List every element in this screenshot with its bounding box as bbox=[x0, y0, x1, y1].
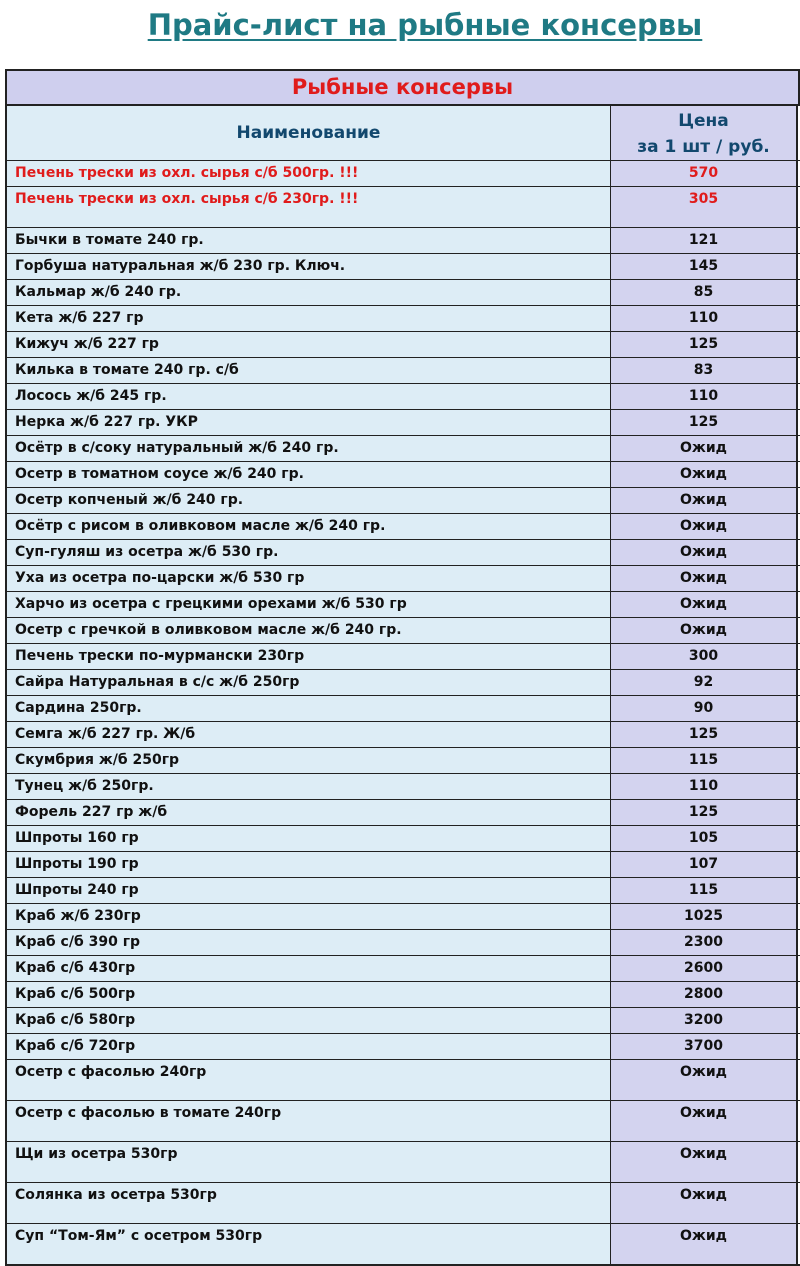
product-name: Сайра Натуральная в с/с ж/б 250гр bbox=[7, 670, 611, 695]
product-price: 3200 bbox=[611, 1008, 798, 1033]
column-header-name: Наименование bbox=[7, 106, 611, 160]
product-price: Ожид bbox=[611, 1101, 798, 1141]
table-row bbox=[7, 358, 800, 384]
product-name: Краб с/б 500гр bbox=[7, 982, 611, 1007]
product-name: Сардина 250гр. bbox=[7, 696, 611, 721]
product-price: 115 bbox=[611, 878, 798, 903]
product-price: 305 bbox=[611, 187, 798, 227]
column-header-price-line1: Цена bbox=[678, 111, 729, 131]
product-name: Осётр с рисом в оливковом масле ж/б 240 гр. bbox=[7, 514, 611, 539]
product-name: Харчо из осетра с грецкими орехами ж/б 530 гр bbox=[7, 592, 611, 617]
table-row bbox=[7, 540, 800, 566]
product-price: 83 bbox=[611, 358, 798, 383]
product-price: 145 bbox=[611, 254, 798, 279]
table-row bbox=[7, 722, 800, 748]
table-row bbox=[7, 187, 800, 228]
table-body bbox=[7, 161, 800, 1266]
product-name: Краб с/б 390 гр bbox=[7, 930, 611, 955]
product-name: Кижуч ж/б 227 гр bbox=[7, 332, 611, 357]
table-row bbox=[7, 1008, 800, 1034]
product-name: Горбуша натуральная ж/б 230 гр. Ключ. bbox=[7, 254, 611, 279]
table-row bbox=[7, 384, 800, 410]
product-name: Суп-гуляш из осетра ж/б 530 гр. bbox=[7, 540, 611, 565]
table-row bbox=[7, 1142, 800, 1183]
table-row bbox=[7, 618, 800, 644]
product-price: 2800 bbox=[611, 982, 798, 1007]
table-row bbox=[7, 280, 800, 306]
product-name: Осётр в с/соку натуральный ж/б 240 гр. bbox=[7, 436, 611, 461]
product-name: Лосось ж/б 245 гр. bbox=[7, 384, 611, 409]
product-price: 92 bbox=[611, 670, 798, 695]
product-name: Килька в томате 240 гр. с/б bbox=[7, 358, 611, 383]
product-name: Печень трески по-мурмански 230гр bbox=[7, 644, 611, 669]
table-row bbox=[7, 514, 800, 540]
table-row bbox=[7, 462, 800, 488]
product-name: Шпроты 190 гр bbox=[7, 852, 611, 877]
product-price: 3700 bbox=[611, 1034, 798, 1059]
product-name: Краб с/б 430гр bbox=[7, 956, 611, 981]
product-price: Ожид bbox=[611, 592, 798, 617]
table-caption: Рыбные консервы bbox=[7, 71, 800, 106]
table-row bbox=[7, 1183, 800, 1224]
product-price: 121 bbox=[611, 228, 798, 253]
product-price: 2300 bbox=[611, 930, 798, 955]
product-price: 125 bbox=[611, 410, 798, 435]
table-row bbox=[7, 436, 800, 462]
product-name: Осетр с фасолью 240гр bbox=[7, 1060, 611, 1100]
column-header-price-line2: за 1 шт / руб. bbox=[637, 137, 770, 157]
table-row bbox=[7, 1224, 800, 1266]
product-name: Печень трески из охл. сырья с/б 500гр. !!! bbox=[7, 161, 611, 186]
table-row bbox=[7, 800, 800, 826]
product-name: Кета ж/б 227 гр bbox=[7, 306, 611, 331]
product-name: Печень трески из охл. сырья с/б 230гр. !!! bbox=[7, 187, 611, 227]
product-price: 107 bbox=[611, 852, 798, 877]
table-row bbox=[7, 956, 800, 982]
product-name: Щи из осетра 530гр bbox=[7, 1142, 611, 1182]
table-row bbox=[7, 930, 800, 956]
product-price: Ожид bbox=[611, 1060, 798, 1100]
product-price: 300 bbox=[611, 644, 798, 669]
table-row bbox=[7, 254, 800, 280]
product-price: Ожид bbox=[611, 488, 798, 513]
table-row bbox=[7, 1034, 800, 1060]
product-name: Уха из осетра по-царски ж/б 530 гр bbox=[7, 566, 611, 591]
product-price: 2600 bbox=[611, 956, 798, 981]
product-name: Краб ж/б 230гр bbox=[7, 904, 611, 929]
product-name: Семга ж/б 227 гр. Ж/б bbox=[7, 722, 611, 747]
product-price: 110 bbox=[611, 306, 798, 331]
table-row bbox=[7, 826, 800, 852]
table-row bbox=[7, 774, 800, 800]
product-name: Осетр с гречкой в оливковом масле ж/б 240 гр. bbox=[7, 618, 611, 643]
table-row bbox=[7, 228, 800, 254]
table-row bbox=[7, 878, 800, 904]
product-name: Форель 227 гр ж/б bbox=[7, 800, 611, 825]
price-table bbox=[5, 69, 800, 1266]
product-name: Шпроты 160 гр bbox=[7, 826, 611, 851]
product-price: 125 bbox=[611, 332, 798, 357]
product-price: 105 bbox=[611, 826, 798, 851]
table-row bbox=[7, 566, 800, 592]
product-name: Тунец ж/б 250гр. bbox=[7, 774, 611, 799]
product-price: Ожид bbox=[611, 1183, 798, 1223]
table-row bbox=[7, 982, 800, 1008]
page-title: Прайс-лист на рыбные консервы bbox=[147, 8, 703, 42]
product-name: Краб с/б 720гр bbox=[7, 1034, 611, 1059]
product-price: Ожид bbox=[611, 566, 798, 591]
product-name: Солянка из осетра 530гр bbox=[7, 1183, 611, 1223]
product-price: 125 bbox=[611, 722, 798, 747]
table-row bbox=[7, 748, 800, 774]
table-row bbox=[7, 852, 800, 878]
product-name: Кальмар ж/б 240 гр. bbox=[7, 280, 611, 305]
table-row bbox=[7, 332, 800, 358]
product-name: Осетр с фасолью в томате 240гр bbox=[7, 1101, 611, 1141]
product-price: Ожид bbox=[611, 436, 798, 461]
product-price: Ожид bbox=[611, 462, 798, 487]
product-price: 1025 bbox=[611, 904, 798, 929]
table-row bbox=[7, 696, 800, 722]
table-row bbox=[7, 488, 800, 514]
table-row bbox=[7, 644, 800, 670]
product-price: 125 bbox=[611, 800, 798, 825]
product-name: Скумбрия ж/б 250гр bbox=[7, 748, 611, 773]
column-header-price bbox=[611, 106, 798, 160]
table-row bbox=[7, 1060, 800, 1101]
table-row bbox=[7, 410, 800, 436]
product-name: Бычки в томате 240 гр. bbox=[7, 228, 611, 253]
product-price: Ожид bbox=[611, 1224, 798, 1264]
product-name: Краб с/б 580гр bbox=[7, 1008, 611, 1033]
product-price: Ожид bbox=[611, 540, 798, 565]
product-price: 85 bbox=[611, 280, 798, 305]
product-name: Суп “Том-Ям” с осетром 530гр bbox=[7, 1224, 611, 1264]
table-row bbox=[7, 161, 800, 187]
table-row bbox=[7, 306, 800, 332]
product-name: Осетр в томатном соусе ж/б 240 гр. bbox=[7, 462, 611, 487]
product-price: 115 bbox=[611, 748, 798, 773]
product-price: Ожид bbox=[611, 618, 798, 643]
product-name: Шпроты 240 гр bbox=[7, 878, 611, 903]
product-name: Нерка ж/б 227 гр. УКР bbox=[7, 410, 611, 435]
product-price: Ожид bbox=[611, 1142, 798, 1182]
product-price: Ожид bbox=[611, 514, 798, 539]
product-name: Осетр копченый ж/б 240 гр. bbox=[7, 488, 611, 513]
product-price: 110 bbox=[611, 774, 798, 799]
product-price: 90 bbox=[611, 696, 798, 721]
header-row bbox=[7, 106, 800, 161]
product-price: 110 bbox=[611, 384, 798, 409]
table-row bbox=[7, 904, 800, 930]
table-row bbox=[7, 1101, 800, 1142]
table-row bbox=[7, 670, 800, 696]
product-price: 570 bbox=[611, 161, 798, 186]
table-row bbox=[7, 592, 800, 618]
